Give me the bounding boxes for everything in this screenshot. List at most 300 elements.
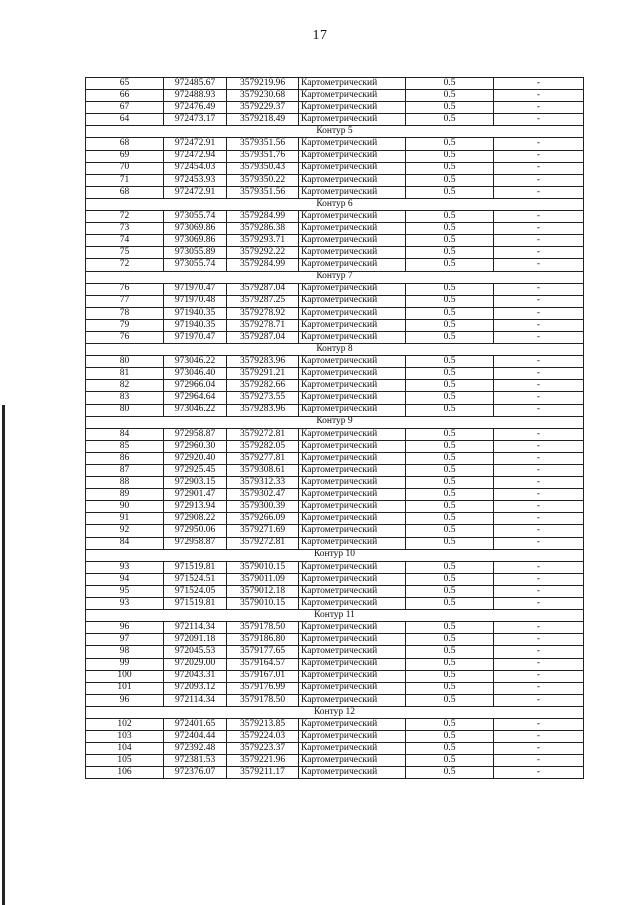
accuracy-cell: 0.5 (406, 731, 494, 743)
coordinates-table-body (86, 78, 584, 779)
x-coordinate-cell: 972392.48 (164, 743, 227, 755)
method-cell: Картометрический (299, 477, 406, 489)
note-cell: - (494, 319, 584, 331)
y-coordinate-cell: 3579230.68 (227, 90, 299, 102)
note-cell: - (494, 537, 584, 549)
x-coordinate-cell: 972454.03 (164, 162, 227, 174)
contour-header-row (86, 610, 584, 622)
note-cell: - (494, 525, 584, 537)
note-cell: - (494, 694, 584, 706)
table-row (86, 452, 584, 464)
method-cell: Картометрический (299, 598, 406, 610)
x-coordinate-cell: 972472.94 (164, 150, 227, 162)
note-cell: - (494, 658, 584, 670)
table-row (86, 465, 584, 477)
contour-header-row (86, 416, 584, 428)
y-coordinate-cell: 3579186.80 (227, 634, 299, 646)
contour-header-row (86, 549, 584, 561)
method-cell: Картометрический (299, 380, 406, 392)
accuracy-cell: 0.5 (406, 380, 494, 392)
x-coordinate-cell: 973069.86 (164, 223, 227, 235)
accuracy-cell: 0.5 (406, 428, 494, 440)
accuracy-cell: 0.5 (406, 223, 494, 235)
y-coordinate-cell: 3579219.96 (227, 78, 299, 90)
method-cell: Картометрический (299, 440, 406, 452)
table-row (86, 646, 584, 658)
table-row (86, 90, 584, 102)
point-number-cell: 77 (86, 295, 164, 307)
accuracy-cell: 0.5 (406, 634, 494, 646)
y-coordinate-cell: 3579223.37 (227, 743, 299, 755)
x-coordinate-cell: 972453.93 (164, 174, 227, 186)
note-cell: - (494, 561, 584, 573)
x-coordinate-cell: 972114.34 (164, 622, 227, 634)
table-row (86, 767, 584, 779)
accuracy-cell: 0.5 (406, 646, 494, 658)
table-row (86, 150, 584, 162)
accuracy-cell: 0.5 (406, 283, 494, 295)
note-cell: - (494, 634, 584, 646)
point-number-cell: 102 (86, 718, 164, 730)
x-coordinate-cell: 972950.06 (164, 525, 227, 537)
x-coordinate-cell: 971940.35 (164, 307, 227, 319)
table-row (86, 259, 584, 271)
note-cell: - (494, 150, 584, 162)
accuracy-cell: 0.5 (406, 356, 494, 368)
accuracy-cell: 0.5 (406, 622, 494, 634)
method-cell: Картометрический (299, 428, 406, 440)
table-row (86, 247, 584, 259)
point-number-cell: 68 (86, 186, 164, 198)
note-cell: - (494, 295, 584, 307)
point-number-cell: 86 (86, 452, 164, 464)
y-coordinate-cell: 3579167.01 (227, 670, 299, 682)
table-row (86, 295, 584, 307)
note-cell: - (494, 392, 584, 404)
point-number-cell: 80 (86, 356, 164, 368)
note-cell: - (494, 682, 584, 694)
note-cell: - (494, 331, 584, 343)
table-row (86, 537, 584, 549)
y-coordinate-cell: 3579293.71 (227, 235, 299, 247)
point-number-cell: 105 (86, 755, 164, 767)
point-number-cell: 80 (86, 404, 164, 416)
x-coordinate-cell: 972901.47 (164, 489, 227, 501)
note-cell: - (494, 368, 584, 380)
y-coordinate-cell: 3579282.66 (227, 380, 299, 392)
y-coordinate-cell: 3579284.99 (227, 211, 299, 223)
y-coordinate-cell: 3579308.61 (227, 465, 299, 477)
note-cell: - (494, 428, 584, 440)
accuracy-cell: 0.5 (406, 513, 494, 525)
table-row (86, 670, 584, 682)
x-coordinate-cell: 971970.47 (164, 283, 227, 295)
point-number-cell: 75 (86, 247, 164, 259)
point-number-cell: 94 (86, 573, 164, 585)
y-coordinate-cell: 3579272.81 (227, 428, 299, 440)
table-row (86, 392, 584, 404)
y-coordinate-cell: 3579010.15 (227, 598, 299, 610)
y-coordinate-cell: 3579286.38 (227, 223, 299, 235)
accuracy-cell: 0.5 (406, 743, 494, 755)
y-coordinate-cell: 3579272.81 (227, 537, 299, 549)
table-row (86, 573, 584, 585)
y-coordinate-cell: 3579012.18 (227, 585, 299, 597)
x-coordinate-cell: 972091.18 (164, 634, 227, 646)
method-cell: Картометрический (299, 404, 406, 416)
x-coordinate-cell: 972401.65 (164, 718, 227, 730)
contour-header-row (86, 126, 584, 138)
contour-label: Контур 11 (86, 610, 584, 622)
table-row (86, 235, 584, 247)
point-number-cell: 90 (86, 501, 164, 513)
accuracy-cell: 0.5 (406, 658, 494, 670)
x-coordinate-cell: 973069.86 (164, 235, 227, 247)
x-coordinate-cell: 972029.00 (164, 658, 227, 670)
point-number-cell: 66 (86, 90, 164, 102)
point-number-cell: 76 (86, 331, 164, 343)
point-number-cell: 104 (86, 743, 164, 755)
accuracy-cell: 0.5 (406, 561, 494, 573)
note-cell: - (494, 731, 584, 743)
method-cell: Картометрический (299, 513, 406, 525)
table-row (86, 477, 584, 489)
table-row (86, 319, 584, 331)
accuracy-cell: 0.5 (406, 392, 494, 404)
accuracy-cell: 0.5 (406, 247, 494, 259)
accuracy-cell: 0.5 (406, 477, 494, 489)
contour-label: Контур 7 (86, 271, 584, 283)
accuracy-cell: 0.5 (406, 440, 494, 452)
point-number-cell: 93 (86, 561, 164, 573)
y-coordinate-cell: 3579350.22 (227, 174, 299, 186)
x-coordinate-cell: 972925.45 (164, 465, 227, 477)
note-cell: - (494, 90, 584, 102)
note-cell: - (494, 718, 584, 730)
method-cell: Картометрический (299, 138, 406, 150)
x-coordinate-cell: 973046.40 (164, 368, 227, 380)
note-cell: - (494, 211, 584, 223)
table-row (86, 380, 584, 392)
method-cell: Картометрический (299, 525, 406, 537)
x-coordinate-cell: 972958.87 (164, 537, 227, 549)
contour-header-row (86, 271, 584, 283)
contour-label: Контур 5 (86, 126, 584, 138)
note-cell: - (494, 114, 584, 126)
x-coordinate-cell: 972473.17 (164, 114, 227, 126)
point-number-cell: 100 (86, 670, 164, 682)
x-coordinate-cell: 971519.81 (164, 561, 227, 573)
method-cell: Картометрический (299, 682, 406, 694)
coordinates-table (85, 77, 584, 779)
table-row (86, 174, 584, 186)
accuracy-cell: 0.5 (406, 525, 494, 537)
accuracy-cell: 0.5 (406, 767, 494, 779)
point-number-cell: 78 (86, 307, 164, 319)
y-coordinate-cell: 3579278.92 (227, 307, 299, 319)
table-row (86, 694, 584, 706)
accuracy-cell: 0.5 (406, 573, 494, 585)
accuracy-cell: 0.5 (406, 452, 494, 464)
y-coordinate-cell: 3579218.49 (227, 114, 299, 126)
table-row (86, 428, 584, 440)
accuracy-cell: 0.5 (406, 465, 494, 477)
note-cell: - (494, 223, 584, 235)
x-coordinate-cell: 972376.07 (164, 767, 227, 779)
y-coordinate-cell: 3579213.85 (227, 718, 299, 730)
table-row (86, 622, 584, 634)
method-cell: Картометрический (299, 743, 406, 755)
y-coordinate-cell: 3579177.65 (227, 646, 299, 658)
contour-header-row (86, 344, 584, 356)
y-coordinate-cell: 3579287.25 (227, 295, 299, 307)
table-row (86, 223, 584, 235)
accuracy-cell: 0.5 (406, 404, 494, 416)
table-row (86, 755, 584, 767)
y-coordinate-cell: 3579284.99 (227, 259, 299, 271)
accuracy-cell: 0.5 (406, 489, 494, 501)
point-number-cell: 69 (86, 150, 164, 162)
y-coordinate-cell: 3579011.09 (227, 573, 299, 585)
method-cell: Картометрический (299, 90, 406, 102)
contour-label: Контур 6 (86, 198, 584, 210)
note-cell: - (494, 465, 584, 477)
accuracy-cell: 0.5 (406, 598, 494, 610)
point-number-cell: 93 (86, 598, 164, 610)
x-coordinate-cell: 972903.15 (164, 477, 227, 489)
y-coordinate-cell: 3579302.47 (227, 489, 299, 501)
y-coordinate-cell: 3579282.05 (227, 440, 299, 452)
table-row (86, 489, 584, 501)
table-row (86, 634, 584, 646)
accuracy-cell: 0.5 (406, 755, 494, 767)
y-coordinate-cell: 3579283.96 (227, 404, 299, 416)
note-cell: - (494, 622, 584, 634)
note-cell: - (494, 307, 584, 319)
method-cell: Картометрический (299, 307, 406, 319)
table-row (86, 561, 584, 573)
x-coordinate-cell: 972485.67 (164, 78, 227, 90)
x-coordinate-cell: 972114.34 (164, 694, 227, 706)
y-coordinate-cell: 3579224.03 (227, 731, 299, 743)
contour-label: Контур 12 (86, 706, 584, 718)
point-number-cell: 103 (86, 731, 164, 743)
x-coordinate-cell: 971970.47 (164, 331, 227, 343)
point-number-cell: 74 (86, 235, 164, 247)
x-coordinate-cell: 971519.81 (164, 598, 227, 610)
y-coordinate-cell: 3579176.99 (227, 682, 299, 694)
y-coordinate-cell: 3579211.17 (227, 767, 299, 779)
point-number-cell: 87 (86, 465, 164, 477)
table-row (86, 682, 584, 694)
x-coordinate-cell: 972964.64 (164, 392, 227, 404)
y-coordinate-cell: 3579010.15 (227, 561, 299, 573)
table-row (86, 440, 584, 452)
y-coordinate-cell: 3579273.55 (227, 392, 299, 404)
method-cell: Картометрический (299, 634, 406, 646)
y-coordinate-cell: 3579283.96 (227, 356, 299, 368)
method-cell: Картометрический (299, 283, 406, 295)
y-coordinate-cell: 3579266.09 (227, 513, 299, 525)
table-row (86, 356, 584, 368)
accuracy-cell: 0.5 (406, 102, 494, 114)
note-cell: - (494, 598, 584, 610)
point-number-cell: 68 (86, 138, 164, 150)
method-cell: Картометрический (299, 573, 406, 585)
method-cell: Картометрический (299, 368, 406, 380)
point-number-cell: 84 (86, 428, 164, 440)
note-cell: - (494, 767, 584, 779)
point-number-cell: 89 (86, 489, 164, 501)
y-coordinate-cell: 3579287.04 (227, 283, 299, 295)
point-number-cell: 81 (86, 368, 164, 380)
point-number-cell: 70 (86, 162, 164, 174)
note-cell: - (494, 283, 584, 295)
accuracy-cell: 0.5 (406, 718, 494, 730)
note-cell: - (494, 162, 584, 174)
accuracy-cell: 0.5 (406, 78, 494, 90)
method-cell: Картометрический (299, 331, 406, 343)
accuracy-cell: 0.5 (406, 319, 494, 331)
y-coordinate-cell: 3579291.21 (227, 368, 299, 380)
x-coordinate-cell: 972472.91 (164, 138, 227, 150)
x-coordinate-cell: 973046.22 (164, 356, 227, 368)
x-coordinate-cell: 973055.74 (164, 259, 227, 271)
accuracy-cell: 0.5 (406, 331, 494, 343)
table-row (86, 307, 584, 319)
y-coordinate-cell: 3579351.76 (227, 150, 299, 162)
x-coordinate-cell: 973055.89 (164, 247, 227, 259)
table-row (86, 368, 584, 380)
y-coordinate-cell: 3579221.96 (227, 755, 299, 767)
point-number-cell: 72 (86, 211, 164, 223)
method-cell: Картометрический (299, 731, 406, 743)
accuracy-cell: 0.5 (406, 114, 494, 126)
x-coordinate-cell: 972966.04 (164, 380, 227, 392)
point-number-cell: 92 (86, 525, 164, 537)
method-cell: Картометрический (299, 102, 406, 114)
table-row (86, 138, 584, 150)
scan-left-edge (2, 405, 5, 905)
method-cell: Картометрический (299, 235, 406, 247)
accuracy-cell: 0.5 (406, 585, 494, 597)
table-row (86, 102, 584, 114)
x-coordinate-cell: 972958.87 (164, 428, 227, 440)
accuracy-cell: 0.5 (406, 259, 494, 271)
contour-label: Контур 9 (86, 416, 584, 428)
point-number-cell: 99 (86, 658, 164, 670)
method-cell: Картометрический (299, 211, 406, 223)
accuracy-cell: 0.5 (406, 138, 494, 150)
point-number-cell: 84 (86, 537, 164, 549)
method-cell: Картометрический (299, 259, 406, 271)
method-cell: Картометрический (299, 465, 406, 477)
table-row (86, 743, 584, 755)
point-number-cell: 73 (86, 223, 164, 235)
table-row (86, 501, 584, 513)
method-cell: Картометрический (299, 537, 406, 549)
x-coordinate-cell: 972908.22 (164, 513, 227, 525)
x-coordinate-cell: 972093.12 (164, 682, 227, 694)
point-number-cell: 96 (86, 622, 164, 634)
point-number-cell: 85 (86, 440, 164, 452)
x-coordinate-cell: 971940.35 (164, 319, 227, 331)
x-coordinate-cell: 972043.31 (164, 670, 227, 682)
accuracy-cell: 0.5 (406, 537, 494, 549)
y-coordinate-cell: 3579164.57 (227, 658, 299, 670)
method-cell: Картометрический (299, 452, 406, 464)
x-coordinate-cell: 972404.44 (164, 731, 227, 743)
accuracy-cell: 0.5 (406, 235, 494, 247)
table-row (86, 78, 584, 90)
accuracy-cell: 0.5 (406, 501, 494, 513)
point-number-cell: 101 (86, 682, 164, 694)
table-row (86, 211, 584, 223)
page-number: 17 (312, 28, 328, 43)
point-number-cell: 97 (86, 634, 164, 646)
note-cell: - (494, 670, 584, 682)
table-row (86, 331, 584, 343)
note-cell: - (494, 646, 584, 658)
accuracy-cell: 0.5 (406, 186, 494, 198)
x-coordinate-cell: 971524.05 (164, 585, 227, 597)
point-number-cell: 95 (86, 585, 164, 597)
note-cell: - (494, 489, 584, 501)
y-coordinate-cell: 3579292.22 (227, 247, 299, 259)
x-coordinate-cell: 972913.94 (164, 501, 227, 513)
table-row (86, 718, 584, 730)
accuracy-cell: 0.5 (406, 211, 494, 223)
x-coordinate-cell: 972472.91 (164, 186, 227, 198)
accuracy-cell: 0.5 (406, 295, 494, 307)
table-row (86, 658, 584, 670)
point-number-cell: 96 (86, 694, 164, 706)
note-cell: - (494, 235, 584, 247)
note-cell: - (494, 585, 584, 597)
table-row (86, 114, 584, 126)
point-number-cell: 65 (86, 78, 164, 90)
x-coordinate-cell: 972920.40 (164, 452, 227, 464)
note-cell: - (494, 138, 584, 150)
accuracy-cell: 0.5 (406, 670, 494, 682)
note-cell: - (494, 513, 584, 525)
method-cell: Картометрический (299, 223, 406, 235)
point-number-cell: 82 (86, 380, 164, 392)
accuracy-cell: 0.5 (406, 368, 494, 380)
method-cell: Картометрический (299, 622, 406, 634)
accuracy-cell: 0.5 (406, 162, 494, 174)
method-cell: Картометрический (299, 356, 406, 368)
table-row (86, 162, 584, 174)
contour-header-row (86, 198, 584, 210)
method-cell: Картометрический (299, 694, 406, 706)
note-cell: - (494, 477, 584, 489)
accuracy-cell: 0.5 (406, 682, 494, 694)
point-number-cell: 98 (86, 646, 164, 658)
table-row (86, 731, 584, 743)
y-coordinate-cell: 3579300.39 (227, 501, 299, 513)
note-cell: - (494, 186, 584, 198)
accuracy-cell: 0.5 (406, 90, 494, 102)
point-number-cell: 67 (86, 102, 164, 114)
method-cell: Картометрический (299, 247, 406, 259)
note-cell: - (494, 440, 584, 452)
accuracy-cell: 0.5 (406, 174, 494, 186)
point-number-cell: 106 (86, 767, 164, 779)
x-coordinate-cell: 971970.48 (164, 295, 227, 307)
accuracy-cell: 0.5 (406, 307, 494, 319)
note-cell: - (494, 501, 584, 513)
